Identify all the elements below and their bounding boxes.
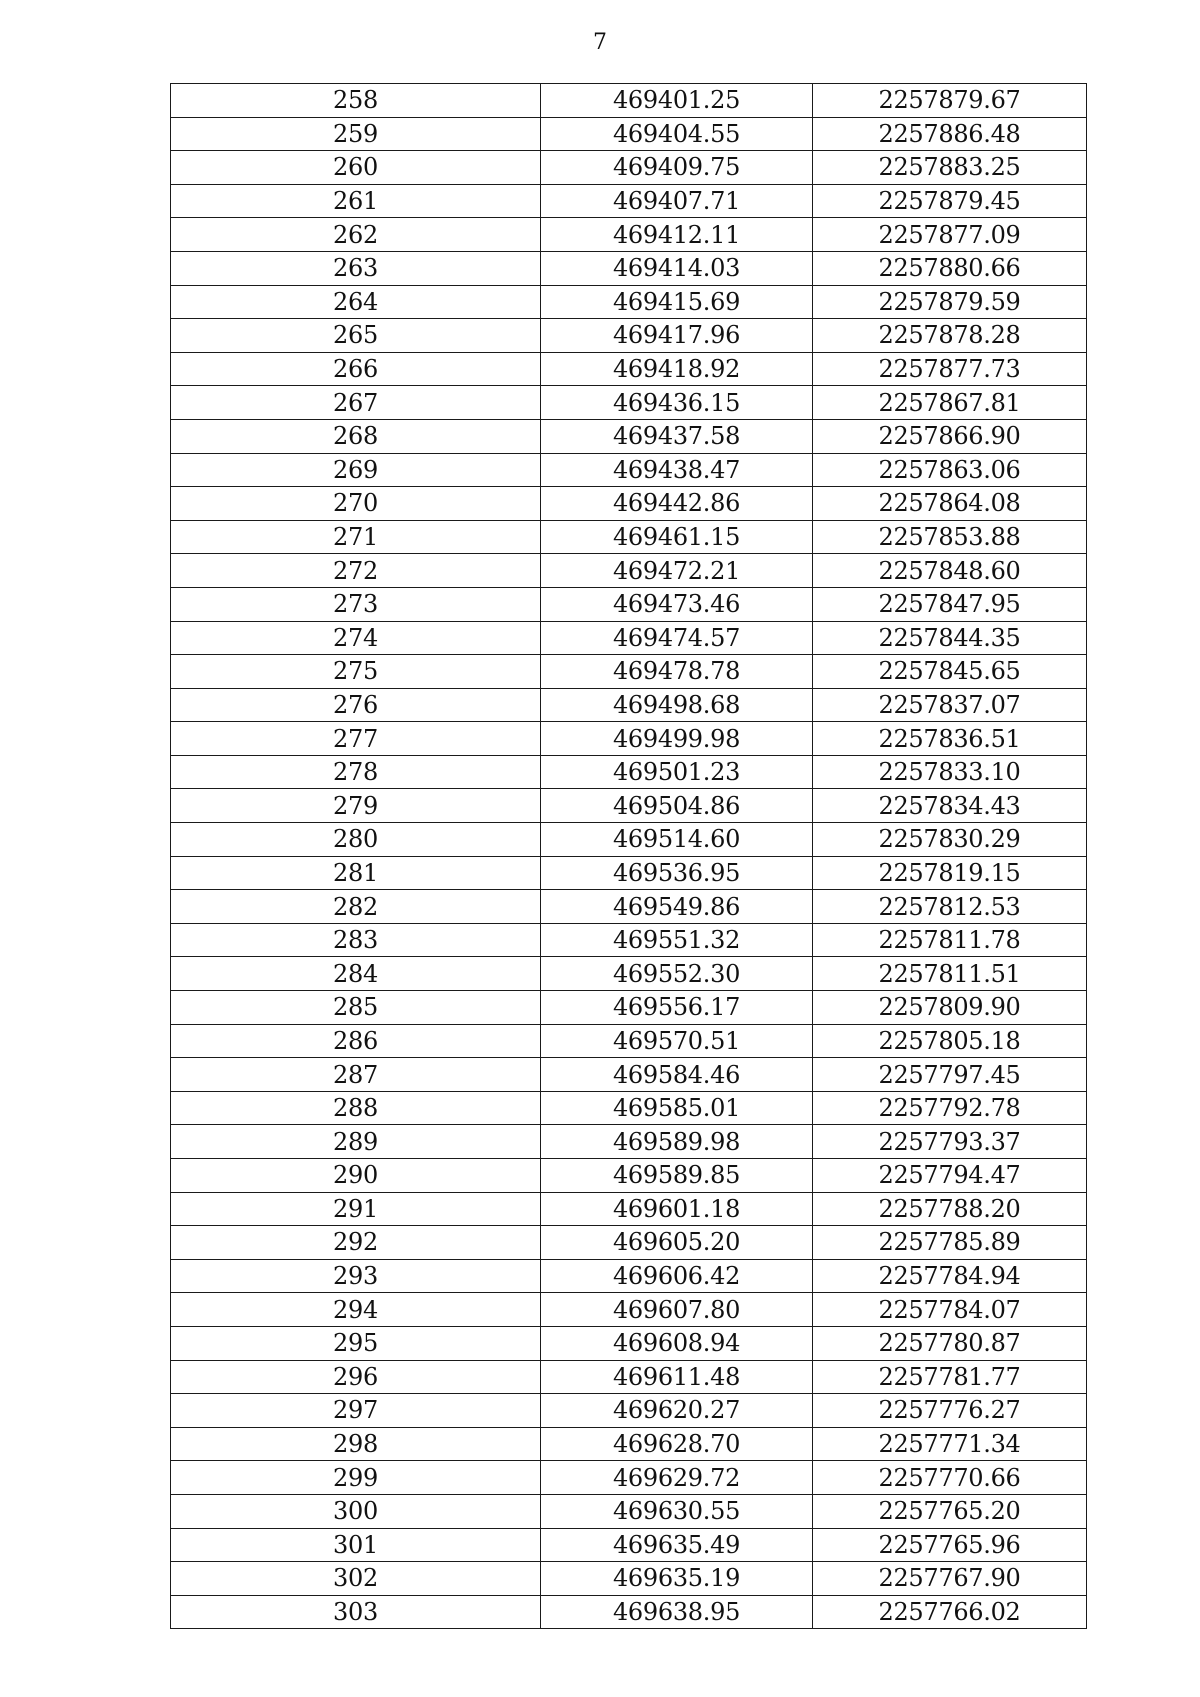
- y-coordinate-cell: 2257776.27: [813, 1394, 1087, 1428]
- point-number-cell: 292: [171, 1226, 541, 1260]
- x-coordinate-cell: 469473.46: [541, 587, 813, 621]
- y-coordinate-cell: 2257866.90: [813, 419, 1087, 453]
- x-coordinate-cell: 469437.58: [541, 419, 813, 453]
- point-number-cell: 299: [171, 1461, 541, 1495]
- x-coordinate-cell: 469585.01: [541, 1091, 813, 1125]
- table-row: [171, 184, 1087, 218]
- table-row: [171, 1595, 1087, 1629]
- table-row: [171, 487, 1087, 521]
- y-coordinate-cell: 2257811.78: [813, 923, 1087, 957]
- y-coordinate-cell: 2257793.37: [813, 1125, 1087, 1159]
- table-row: [171, 856, 1087, 890]
- x-coordinate-cell: 469401.25: [541, 84, 813, 118]
- table-row: [171, 1494, 1087, 1528]
- y-coordinate-cell: 2257848.60: [813, 554, 1087, 588]
- x-coordinate-cell: 469412.11: [541, 218, 813, 252]
- x-coordinate-cell: 469638.95: [541, 1595, 813, 1629]
- y-coordinate-cell: 2257877.73: [813, 352, 1087, 386]
- point-number-cell: 265: [171, 319, 541, 353]
- table-row: [171, 1427, 1087, 1461]
- y-coordinate-cell: 2257770.66: [813, 1461, 1087, 1495]
- x-coordinate-cell: 469472.21: [541, 554, 813, 588]
- y-coordinate-cell: 2257845.65: [813, 655, 1087, 689]
- table-row: [171, 453, 1087, 487]
- x-coordinate-cell: 469629.72: [541, 1461, 813, 1495]
- point-number-cell: 262: [171, 218, 541, 252]
- table-row: [171, 1125, 1087, 1159]
- y-coordinate-cell: 2257864.08: [813, 487, 1087, 521]
- point-number-cell: 284: [171, 957, 541, 991]
- x-coordinate-cell: 469414.03: [541, 251, 813, 285]
- table-row: [171, 1024, 1087, 1058]
- x-coordinate-cell: 469589.85: [541, 1159, 813, 1193]
- point-number-cell: 276: [171, 688, 541, 722]
- x-coordinate-cell: 469635.19: [541, 1562, 813, 1596]
- table-row: [171, 890, 1087, 924]
- x-coordinate-cell: 469607.80: [541, 1293, 813, 1327]
- x-coordinate-cell: 469404.55: [541, 117, 813, 151]
- x-coordinate-cell: 469501.23: [541, 755, 813, 789]
- x-coordinate-cell: 469551.32: [541, 923, 813, 957]
- point-number-cell: 273: [171, 587, 541, 621]
- point-number-cell: 294: [171, 1293, 541, 1327]
- x-coordinate-cell: 469504.86: [541, 789, 813, 823]
- point-number-cell: 260: [171, 151, 541, 185]
- y-coordinate-cell: 2257867.81: [813, 386, 1087, 420]
- y-coordinate-cell: 2257771.34: [813, 1427, 1087, 1461]
- y-coordinate-cell: 2257784.94: [813, 1259, 1087, 1293]
- point-number-cell: 259: [171, 117, 541, 151]
- point-number-cell: 288: [171, 1091, 541, 1125]
- y-coordinate-cell: 2257794.47: [813, 1159, 1087, 1193]
- point-number-cell: 258: [171, 84, 541, 118]
- coordinates-table-body: [171, 84, 1087, 1629]
- point-number-cell: 291: [171, 1192, 541, 1226]
- x-coordinate-cell: 469478.78: [541, 655, 813, 689]
- x-coordinate-cell: 469608.94: [541, 1326, 813, 1360]
- y-coordinate-cell: 2257880.66: [813, 251, 1087, 285]
- table-row: [171, 957, 1087, 991]
- y-coordinate-cell: 2257877.09: [813, 218, 1087, 252]
- x-coordinate-cell: 469418.92: [541, 352, 813, 386]
- y-coordinate-cell: 2257879.45: [813, 184, 1087, 218]
- y-coordinate-cell: 2257788.20: [813, 1192, 1087, 1226]
- point-number-cell: 272: [171, 554, 541, 588]
- table-row: [171, 1394, 1087, 1428]
- point-number-cell: 297: [171, 1394, 541, 1428]
- x-coordinate-cell: 469589.98: [541, 1125, 813, 1159]
- x-coordinate-cell: 469417.96: [541, 319, 813, 353]
- table-row: [171, 419, 1087, 453]
- point-number-cell: 293: [171, 1259, 541, 1293]
- y-coordinate-cell: 2257863.06: [813, 453, 1087, 487]
- point-number-cell: 286: [171, 1024, 541, 1058]
- x-coordinate-cell: 469499.98: [541, 722, 813, 756]
- x-coordinate-cell: 469474.57: [541, 621, 813, 655]
- table-row: [171, 251, 1087, 285]
- x-coordinate-cell: 469620.27: [541, 1394, 813, 1428]
- y-coordinate-cell: 2257834.43: [813, 789, 1087, 823]
- table-row: [171, 655, 1087, 689]
- y-coordinate-cell: 2257792.78: [813, 1091, 1087, 1125]
- point-number-cell: 298: [171, 1427, 541, 1461]
- point-number-cell: 280: [171, 823, 541, 857]
- x-coordinate-cell: 469498.68: [541, 688, 813, 722]
- y-coordinate-cell: 2257812.53: [813, 890, 1087, 924]
- x-coordinate-cell: 469536.95: [541, 856, 813, 890]
- table-row: [171, 1293, 1087, 1327]
- y-coordinate-cell: 2257767.90: [813, 1562, 1087, 1596]
- point-number-cell: 300: [171, 1494, 541, 1528]
- table-row: [171, 688, 1087, 722]
- point-number-cell: 290: [171, 1159, 541, 1193]
- y-coordinate-cell: 2257886.48: [813, 117, 1087, 151]
- table-row: [171, 722, 1087, 756]
- point-number-cell: 264: [171, 285, 541, 319]
- x-coordinate-cell: 469461.15: [541, 520, 813, 554]
- point-number-cell: 285: [171, 991, 541, 1025]
- y-coordinate-cell: 2257844.35: [813, 621, 1087, 655]
- table-row: [171, 554, 1087, 588]
- y-coordinate-cell: 2257879.59: [813, 285, 1087, 319]
- table-row: [171, 319, 1087, 353]
- table-row: [171, 1192, 1087, 1226]
- point-number-cell: 295: [171, 1326, 541, 1360]
- x-coordinate-cell: 469584.46: [541, 1058, 813, 1092]
- point-number-cell: 271: [171, 520, 541, 554]
- point-number-cell: 270: [171, 487, 541, 521]
- y-coordinate-cell: 2257809.90: [813, 991, 1087, 1025]
- point-number-cell: 301: [171, 1528, 541, 1562]
- y-coordinate-cell: 2257837.07: [813, 688, 1087, 722]
- table-row: [171, 352, 1087, 386]
- x-coordinate-cell: 469514.60: [541, 823, 813, 857]
- x-coordinate-cell: 469415.69: [541, 285, 813, 319]
- table-row: [171, 218, 1087, 252]
- y-coordinate-cell: 2257883.25: [813, 151, 1087, 185]
- page-number: 7: [593, 30, 607, 55]
- x-coordinate-cell: 469556.17: [541, 991, 813, 1025]
- point-number-cell: 283: [171, 923, 541, 957]
- point-number-cell: 274: [171, 621, 541, 655]
- x-coordinate-cell: 469549.86: [541, 890, 813, 924]
- y-coordinate-cell: 2257836.51: [813, 722, 1087, 756]
- y-coordinate-cell: 2257781.77: [813, 1360, 1087, 1394]
- y-coordinate-cell: 2257805.18: [813, 1024, 1087, 1058]
- table-row: [171, 1528, 1087, 1562]
- y-coordinate-cell: 2257819.15: [813, 856, 1087, 890]
- coordinates-table: [170, 83, 1087, 1629]
- point-number-cell: 281: [171, 856, 541, 890]
- table-row: [171, 755, 1087, 789]
- y-coordinate-cell: 2257780.87: [813, 1326, 1087, 1360]
- table-row: [171, 789, 1087, 823]
- y-coordinate-cell: 2257797.45: [813, 1058, 1087, 1092]
- table-row: [171, 1058, 1087, 1092]
- point-number-cell: 277: [171, 722, 541, 756]
- point-number-cell: 282: [171, 890, 541, 924]
- point-number-cell: 303: [171, 1595, 541, 1629]
- point-number-cell: 279: [171, 789, 541, 823]
- x-coordinate-cell: 469409.75: [541, 151, 813, 185]
- y-coordinate-cell: 2257811.51: [813, 957, 1087, 991]
- table-row: [171, 1562, 1087, 1596]
- point-number-cell: 269: [171, 453, 541, 487]
- point-number-cell: 289: [171, 1125, 541, 1159]
- point-number-cell: 278: [171, 755, 541, 789]
- x-coordinate-cell: 469605.20: [541, 1226, 813, 1260]
- table-row: [171, 285, 1087, 319]
- point-number-cell: 261: [171, 184, 541, 218]
- y-coordinate-cell: 2257878.28: [813, 319, 1087, 353]
- x-coordinate-cell: 469552.30: [541, 957, 813, 991]
- y-coordinate-cell: 2257879.67: [813, 84, 1087, 118]
- y-coordinate-cell: 2257785.89: [813, 1226, 1087, 1260]
- x-coordinate-cell: 469436.15: [541, 386, 813, 420]
- table-row: [171, 84, 1087, 118]
- point-number-cell: 296: [171, 1360, 541, 1394]
- y-coordinate-cell: 2257766.02: [813, 1595, 1087, 1629]
- x-coordinate-cell: 469611.48: [541, 1360, 813, 1394]
- x-coordinate-cell: 469601.18: [541, 1192, 813, 1226]
- table-row: [171, 1326, 1087, 1360]
- table-row: [171, 923, 1087, 957]
- x-coordinate-cell: 469442.86: [541, 487, 813, 521]
- y-coordinate-cell: 2257847.95: [813, 587, 1087, 621]
- table-row: [171, 1259, 1087, 1293]
- y-coordinate-cell: 2257784.07: [813, 1293, 1087, 1327]
- table-row: [171, 1226, 1087, 1260]
- y-coordinate-cell: 2257765.96: [813, 1528, 1087, 1562]
- table-row: [171, 386, 1087, 420]
- x-coordinate-cell: 469438.47: [541, 453, 813, 487]
- y-coordinate-cell: 2257765.20: [813, 1494, 1087, 1528]
- x-coordinate-cell: 469407.71: [541, 184, 813, 218]
- point-number-cell: 268: [171, 419, 541, 453]
- x-coordinate-cell: 469570.51: [541, 1024, 813, 1058]
- point-number-cell: 302: [171, 1562, 541, 1596]
- x-coordinate-cell: 469635.49: [541, 1528, 813, 1562]
- table-row: [171, 587, 1087, 621]
- x-coordinate-cell: 469628.70: [541, 1427, 813, 1461]
- y-coordinate-cell: 2257853.88: [813, 520, 1087, 554]
- table-row: [171, 151, 1087, 185]
- table-row: [171, 1461, 1087, 1495]
- table-row: [171, 1159, 1087, 1193]
- y-coordinate-cell: 2257833.10: [813, 755, 1087, 789]
- x-coordinate-cell: 469630.55: [541, 1494, 813, 1528]
- table-row: [171, 991, 1087, 1025]
- table-row: [171, 621, 1087, 655]
- point-number-cell: 287: [171, 1058, 541, 1092]
- point-number-cell: 266: [171, 352, 541, 386]
- table-row: [171, 1360, 1087, 1394]
- table-row: [171, 1091, 1087, 1125]
- table-row: [171, 520, 1087, 554]
- y-coordinate-cell: 2257830.29: [813, 823, 1087, 857]
- point-number-cell: 263: [171, 251, 541, 285]
- table-row: [171, 117, 1087, 151]
- point-number-cell: 275: [171, 655, 541, 689]
- table-row: [171, 823, 1087, 857]
- point-number-cell: 267: [171, 386, 541, 420]
- x-coordinate-cell: 469606.42: [541, 1259, 813, 1293]
